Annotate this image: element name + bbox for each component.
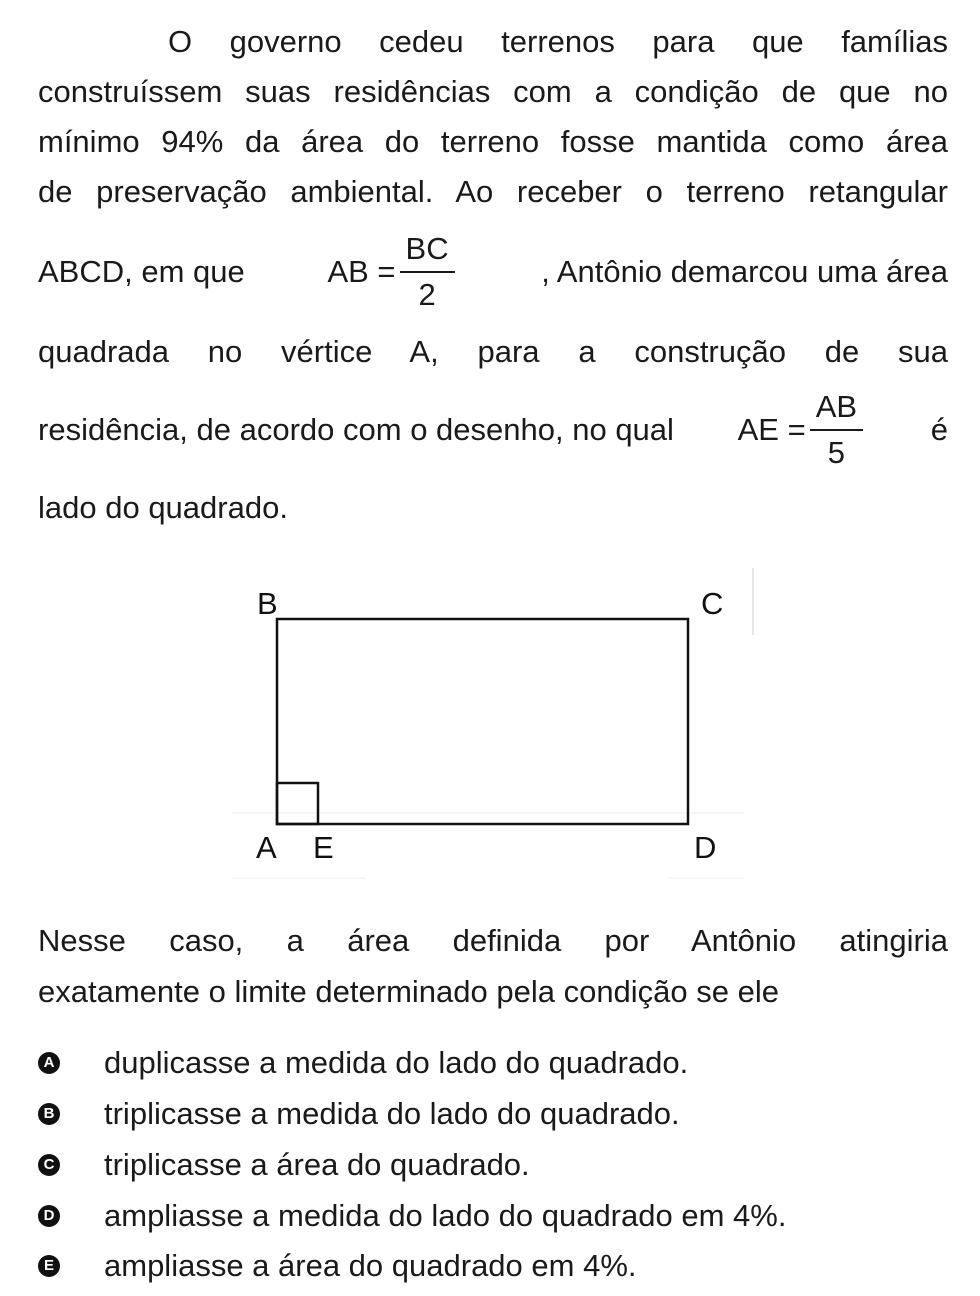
paragraph-text: , Antônio demarcou uma área [541, 254, 948, 289]
option-letter-badge: C [38, 1154, 60, 1176]
square-house [277, 783, 318, 824]
paragraph-text: residência, de acordo com o desenho, no qual [38, 412, 674, 447]
paragraph-line: quadrada no vértice A, para a construção de sua [38, 334, 948, 369]
option-text: triplicasse a medida do lado do quadrado. [104, 1096, 680, 1131]
option-text: duplicasse a medida do lado do quadrado. [104, 1045, 689, 1080]
label-e: E [313, 830, 334, 865]
option-letter-badge: B [38, 1103, 60, 1125]
label-b: B [257, 586, 278, 621]
rectangle-abcd [277, 619, 688, 824]
fraction [400, 229, 455, 315]
option-text: triplicasse a área do quadrado. [104, 1147, 530, 1182]
fraction-numerator: AB [810, 387, 863, 431]
paragraph-line-with-equation [38, 227, 948, 317]
equation-ab [327, 229, 458, 315]
paragraph-line: de preservação ambiental. Ao receber o terreno retangular [38, 174, 948, 209]
fraction-numerator: BC [400, 229, 455, 273]
label-a: A [256, 830, 277, 865]
option-letter-badge: E [38, 1255, 60, 1277]
equation-lhs: AB = [327, 254, 396, 289]
paragraph-line: lado do quadrado. [38, 490, 288, 525]
fraction-denominator: 5 [827, 435, 845, 470]
option-text: ampliasse a área do quadrado em 4%. [104, 1248, 637, 1283]
label-d: D [694, 830, 717, 865]
paragraph-line: mínimo 94% da área do terreno fosse mantida como área [38, 124, 948, 159]
paragraph-line-with-equation [38, 385, 948, 475]
option-letter-badge: D [38, 1205, 60, 1227]
question-line: Nesse caso, a área definida por Antônio atingiria [38, 923, 948, 958]
fraction [810, 387, 863, 473]
paragraph-text: é [930, 412, 948, 447]
fraction-denominator: 2 [418, 277, 436, 312]
paragraph-line: O governo cedeu terrenos para que famílias [168, 24, 948, 59]
label-c: C [701, 586, 724, 621]
rectangle-figure [0, 560, 980, 890]
option-letter-badge: A [38, 1052, 60, 1074]
option-text: ampliasse a medida do lado do quadrado em 4%. [104, 1198, 787, 1233]
paragraph-text: ABCD, em que [38, 254, 245, 289]
equation-lhs: AE = [737, 412, 806, 447]
equation-ae [738, 387, 867, 473]
question-line: exatamente o limite determinado pela condição se ele [38, 974, 780, 1009]
paragraph-line: construíssem suas residências com a condição de que no [38, 74, 948, 109]
